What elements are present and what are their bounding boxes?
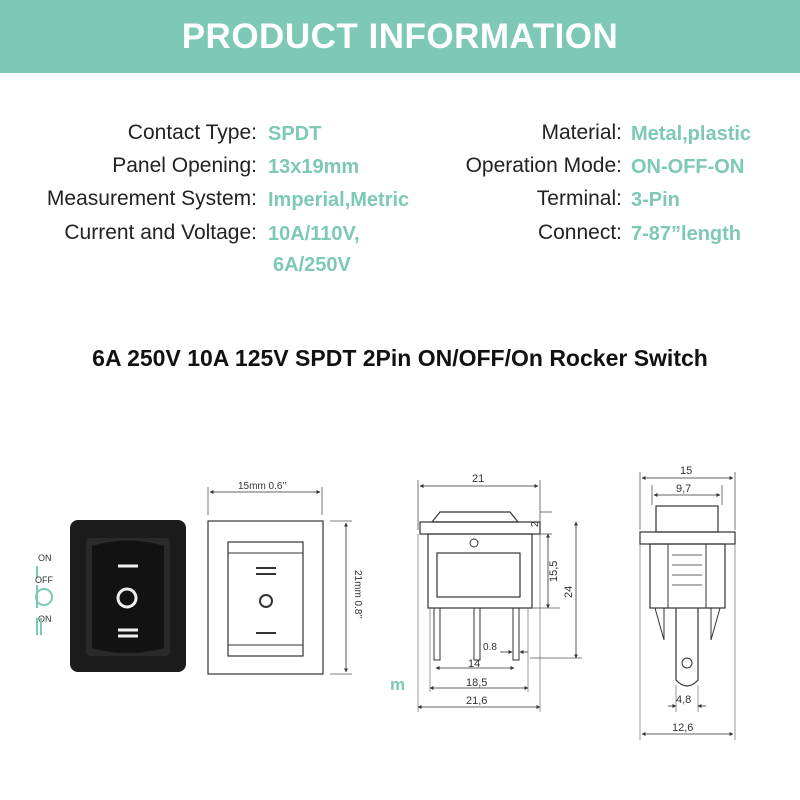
spec-value-measurement-system: Imperial,Metric [268,189,410,211]
side-dim-155: 15,5 [548,560,560,582]
side-dim-216: 21,6 [466,695,488,707]
spec-label-measurement-system: Measurement System: [46,187,257,210]
spec-label-material: Material: [541,121,622,144]
spec-label-operation-mode: Operation Mode: [465,154,622,177]
end-view-drawing [640,465,735,740]
end-dim-126: 12,6 [672,722,694,734]
end-dim-48: 4,8 [676,694,692,706]
end-dim-97: 9,7 [676,483,692,495]
spec-value-operation-mode: ON-OFF-ON [631,156,745,178]
spec-label-current-voltage: Current and Voltage: [64,221,257,244]
spec-value-terminal: 3-Pin [631,189,680,211]
spec-value-material: Metal,plastic [631,123,752,145]
side-dim-24: 24 [563,585,575,598]
legend-on-top: ON [38,553,52,563]
spec-value-panel-opening: 13x19mm [268,156,360,178]
spec-label-connect: Connect: [537,221,622,244]
banner-title: PRODUCT INFORMATION [181,16,619,56]
spec-label-contact-type: Contact Type: [127,121,257,144]
side-view-drawing [418,473,582,712]
spec-label-panel-opening: Panel Opening: [112,154,257,177]
legend-off: OFF [35,575,53,585]
front-width-label: 15mm 0.6’’ [238,481,287,492]
partial-text: m [390,675,406,694]
side-dim-14: 14 [468,658,481,670]
side-dim-185: 18,5 [466,677,488,689]
off-circle-icon [36,589,52,605]
spec-value-connect: 7-87”length [631,223,742,245]
spec-value-contact-type: SPDT [268,123,322,145]
side-dim-2: 2 [530,521,541,527]
legend-on-bottom: ON [38,614,52,624]
front-height-label: 21mm 0.8’’ [352,570,363,619]
product-title: 6A 250V 10A 125V SPDT 2Pin ON/OFF/On Rocker Switch [92,345,708,371]
spec-label-terminal: Terminal: [536,187,622,210]
side-top-dim: 21 [472,473,485,485]
spec-value-current-voltage: 10A/110V, [268,223,360,245]
state-legend [35,553,53,635]
side-dim-08: 0.8 [483,642,497,653]
front-view-drawing [208,481,363,674]
switch-photo [70,520,186,672]
spec-value-current-voltage-2: 6A/250V [273,254,351,276]
end-dim-15: 15 [680,465,693,477]
switch-dimension-diagram [0,440,800,770]
header-banner [0,0,800,73]
